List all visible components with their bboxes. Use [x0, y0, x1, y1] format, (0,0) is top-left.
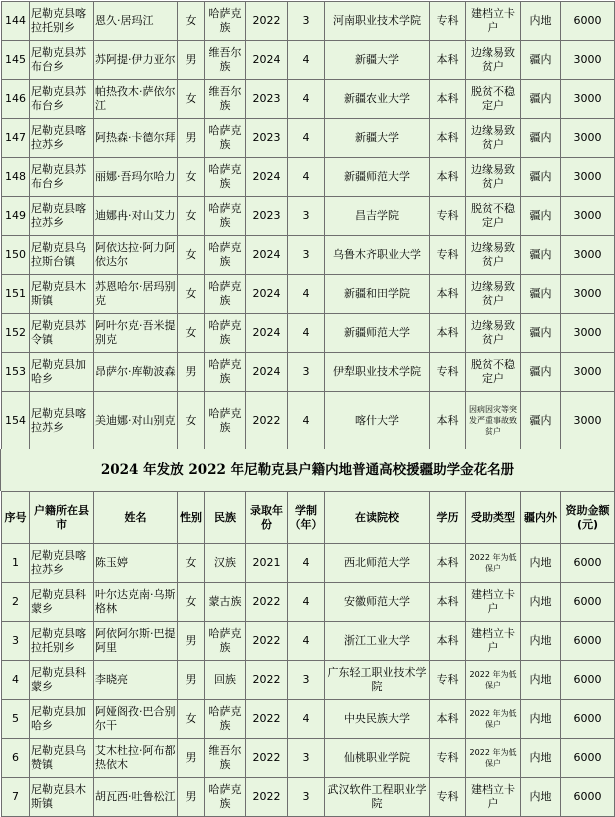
cell-region: 内地 — [521, 2, 561, 41]
cell-school: 新疆师范大学 — [325, 314, 430, 353]
cell-aid-type: 建档立卡户 — [466, 583, 521, 622]
cell-year: 2024 — [246, 158, 288, 197]
cell-school: 新疆和田学院 — [325, 275, 430, 314]
cell-amount: 6000 — [561, 700, 615, 739]
cell-ethnicity: 哈萨克族 — [205, 622, 246, 661]
table-row — [2, 158, 615, 197]
cell-duration: 3 — [288, 197, 325, 236]
cell-degree: 本科 — [430, 544, 466, 583]
table-row — [2, 80, 615, 119]
cell-amount: 3000 — [561, 41, 615, 80]
cell-amount: 3000 — [561, 236, 615, 275]
cell-no: 154 — [2, 392, 30, 450]
cell-duration: 4 — [288, 392, 325, 450]
cell-school: 仙桃职业学院 — [325, 739, 430, 778]
cell-school: 昌吉学院 — [325, 197, 430, 236]
cell-degree: 本科 — [430, 314, 466, 353]
cell-school: 新疆大学 — [325, 119, 430, 158]
cell-no: 151 — [2, 275, 30, 314]
cell-region: 内地 — [521, 622, 561, 661]
cell-name: 阿叶尔克·吾米提别克 — [94, 314, 178, 353]
cell-gender: 女 — [178, 80, 205, 119]
cell-duration: 4 — [288, 158, 325, 197]
cell-amount: 3000 — [561, 119, 615, 158]
cell-home: 尼勒克县乌赞镇 — [30, 739, 94, 778]
header-duration: 学制（年） — [288, 492, 325, 544]
table-row — [2, 700, 615, 739]
header-home: 户籍所在县市 — [30, 492, 94, 544]
cell-name: 叶尔达克南·乌斯格林 — [94, 583, 178, 622]
cell-region: 疆内 — [521, 236, 561, 275]
table-row — [2, 236, 615, 275]
cell-school: 西北师范大学 — [325, 544, 430, 583]
cell-no: 147 — [2, 119, 30, 158]
cell-duration: 4 — [288, 80, 325, 119]
cell-aid-type: 边缘易致贫户 — [466, 119, 521, 158]
cell-ethnicity: 维吾尔族 — [205, 80, 246, 119]
cell-gender: 女 — [178, 583, 205, 622]
cell-amount: 6000 — [561, 778, 615, 817]
cell-gender: 男 — [178, 739, 205, 778]
cell-no: 7 — [2, 778, 30, 817]
cell-school: 安徽师范大学 — [325, 583, 430, 622]
table-row — [2, 275, 615, 314]
cell-ethnicity: 汉族 — [205, 544, 246, 583]
cell-region: 疆内 — [521, 80, 561, 119]
cell-name: 艾木杜拉·阿布都热依木 — [94, 739, 178, 778]
cell-year: 2023 — [246, 80, 288, 119]
cell-gender: 女 — [178, 700, 205, 739]
cell-duration: 3 — [288, 661, 325, 700]
cell-duration: 4 — [288, 314, 325, 353]
cell-no: 150 — [2, 236, 30, 275]
cell-no: 149 — [2, 197, 30, 236]
cell-amount: 3000 — [561, 275, 615, 314]
cell-ethnicity: 哈萨克族 — [205, 392, 246, 450]
cell-home: 尼勒克县加哈乡 — [30, 353, 94, 392]
cell-degree: 专科 — [430, 739, 466, 778]
cell-region: 内地 — [521, 583, 561, 622]
cell-gender: 女 — [178, 158, 205, 197]
header-aid-type: 受助类型 — [466, 492, 521, 544]
cell-aid-type: 边缘易致贫户 — [466, 236, 521, 275]
cell-region: 内地 — [521, 661, 561, 700]
cell-amount: 6000 — [561, 583, 615, 622]
cell-duration: 4 — [288, 583, 325, 622]
cell-year: 2022 — [246, 700, 288, 739]
cell-amount: 6000 — [561, 622, 615, 661]
header-school: 在读院校 — [325, 492, 430, 544]
cell-home: 尼勒克县科蒙乡 — [30, 583, 94, 622]
cell-aid-type: 脱贫不稳定户 — [466, 353, 521, 392]
cell-amount: 6000 — [561, 661, 615, 700]
cell-name: 美迪娜·对山别克 — [94, 392, 178, 450]
cell-ethnicity: 哈萨克族 — [205, 275, 246, 314]
cell-degree: 本科 — [430, 80, 466, 119]
cell-duration: 3 — [288, 778, 325, 817]
cell-aid-type: 边缘易致贫户 — [466, 158, 521, 197]
table-row — [2, 583, 615, 622]
cell-aid-type: 建档立卡户 — [466, 622, 521, 661]
cell-region: 内地 — [521, 700, 561, 739]
cell-gender: 男 — [178, 622, 205, 661]
cell-no: 2 — [2, 583, 30, 622]
cell-aid-type: 建档立卡户 — [466, 778, 521, 817]
cell-name: 阿依阿尔斯·巴提阿里 — [94, 622, 178, 661]
cell-ethnicity: 哈萨克族 — [205, 2, 246, 41]
cell-degree: 本科 — [430, 392, 466, 450]
cell-school: 新疆农业大学 — [325, 80, 430, 119]
cell-amount: 6000 — [561, 544, 615, 583]
cell-name: 阿娅阁孜·巴合别尔干 — [94, 700, 178, 739]
cell-aid-type: 边缘易致贫户 — [466, 314, 521, 353]
cell-no: 144 — [2, 2, 30, 41]
cell-duration: 3 — [288, 739, 325, 778]
table-row — [2, 2, 615, 41]
cell-name: 阿热森·卡德尔拜 — [94, 119, 178, 158]
cell-region: 疆内 — [521, 275, 561, 314]
cell-aid-type: 2022 年为低保户 — [466, 544, 521, 583]
cell-aid-type: 2022 年为低保户 — [466, 661, 521, 700]
cell-amount: 3000 — [561, 353, 615, 392]
table-row — [2, 119, 615, 158]
cell-amount: 6000 — [561, 2, 615, 41]
cell-name: 苏恩哈尔·居玛别克 — [94, 275, 178, 314]
header-region: 疆内外 — [521, 492, 561, 544]
cell-year: 2021 — [246, 544, 288, 583]
cell-year: 2024 — [246, 314, 288, 353]
cell-no: 146 — [2, 80, 30, 119]
cell-gender: 女 — [178, 275, 205, 314]
cell-year: 2024 — [246, 41, 288, 80]
cell-aid-type: 脱贫不稳定户 — [466, 197, 521, 236]
cell-aid-type: 边缘易致贫户 — [466, 41, 521, 80]
header-year: 录取年份 — [246, 492, 288, 544]
cell-no: 153 — [2, 353, 30, 392]
cell-year: 2022 — [246, 392, 288, 450]
table-row — [2, 41, 615, 80]
cell-home: 尼勒克县木斯镇 — [30, 275, 94, 314]
cell-region: 内地 — [521, 739, 561, 778]
cell-no: 4 — [2, 661, 30, 700]
cell-duration: 3 — [288, 353, 325, 392]
header-name: 姓名 — [94, 492, 178, 544]
cell-region: 内地 — [521, 544, 561, 583]
cell-home: 尼勒克县喀拉苏乡 — [30, 544, 94, 583]
cell-region: 疆内 — [521, 314, 561, 353]
table-row — [2, 544, 615, 583]
cell-degree: 专科 — [430, 2, 466, 41]
cell-duration: 4 — [288, 275, 325, 314]
cell-name: 阿依达拉·阿力阿依达尔 — [94, 236, 178, 275]
cell-ethnicity: 哈萨克族 — [205, 158, 246, 197]
cell-aid-type: 边缘易致贫户 — [466, 275, 521, 314]
cell-degree: 本科 — [430, 583, 466, 622]
cell-gender: 女 — [178, 314, 205, 353]
cell-home: 尼勒克县苏布台乡 — [30, 80, 94, 119]
cell-year: 2022 — [246, 661, 288, 700]
cell-degree: 专科 — [430, 197, 466, 236]
cell-aid-type: 建档立卡户 — [466, 2, 521, 41]
cell-amount: 3000 — [561, 197, 615, 236]
cell-name: 苏阿提·伊力亚尔 — [94, 41, 178, 80]
cell-duration: 4 — [288, 41, 325, 80]
cell-name: 胡瓦西·吐鲁松江 — [94, 778, 178, 817]
cell-year: 2022 — [246, 778, 288, 817]
cell-duration: 4 — [288, 119, 325, 158]
cell-name: 陈玉婷 — [94, 544, 178, 583]
cell-ethnicity: 回族 — [205, 661, 246, 700]
cell-school: 喀什大学 — [325, 392, 430, 450]
cell-year: 2024 — [246, 353, 288, 392]
cell-gender: 男 — [178, 119, 205, 158]
cell-home: 尼勒克县喀拉苏乡 — [30, 119, 94, 158]
cell-year: 2022 — [246, 583, 288, 622]
cell-ethnicity: 哈萨克族 — [205, 700, 246, 739]
cell-home: 尼勒克县喀拉托别乡 — [30, 2, 94, 41]
cell-year: 2023 — [246, 197, 288, 236]
cell-home: 尼勒克县喀拉托别乡 — [30, 622, 94, 661]
cell-duration: 4 — [288, 700, 325, 739]
cell-degree: 专科 — [430, 661, 466, 700]
cell-school: 广东轻工职业技术学院 — [325, 661, 430, 700]
cell-no: 148 — [2, 158, 30, 197]
cell-aid-type: 2022 年为低保户 — [466, 700, 521, 739]
cell-amount: 3000 — [561, 314, 615, 353]
header-no: 序号 — [2, 492, 30, 544]
cell-duration: 4 — [288, 622, 325, 661]
cell-gender: 男 — [178, 353, 205, 392]
cell-degree: 专科 — [430, 353, 466, 392]
cell-degree: 专科 — [430, 236, 466, 275]
cell-region: 疆内 — [521, 353, 561, 392]
previous-roster-table — [1, 1, 615, 450]
header-amount: 资助金额(元) — [561, 492, 615, 544]
cell-region: 疆内 — [521, 392, 561, 450]
cell-no: 3 — [2, 622, 30, 661]
cell-amount: 3000 — [561, 392, 615, 450]
cell-no: 5 — [2, 700, 30, 739]
cell-school: 中央民族大学 — [325, 700, 430, 739]
cell-name: 恩久·居玛江 — [94, 2, 178, 41]
table-row — [2, 353, 615, 392]
cell-ethnicity: 维吾尔族 — [205, 41, 246, 80]
cell-ethnicity: 哈萨克族 — [205, 314, 246, 353]
cell-degree: 本科 — [430, 41, 466, 80]
cell-home: 尼勒克县苏令镇 — [30, 314, 94, 353]
cell-home: 尼勒克县乌拉斯台镇 — [30, 236, 94, 275]
cell-degree: 本科 — [430, 622, 466, 661]
cell-gender: 女 — [178, 392, 205, 450]
cell-ethnicity: 哈萨克族 — [205, 236, 246, 275]
cell-ethnicity: 维吾尔族 — [205, 739, 246, 778]
table-row — [2, 622, 615, 661]
cell-gender: 女 — [178, 197, 205, 236]
cell-home: 尼勒克县加哈乡 — [30, 700, 94, 739]
table-header-row — [2, 492, 615, 544]
cell-ethnicity: 哈萨克族 — [205, 353, 246, 392]
cell-amount: 3000 — [561, 158, 615, 197]
cell-no: 145 — [2, 41, 30, 80]
cell-school: 河南职业技术学院 — [325, 2, 430, 41]
header-ethnicity: 民族 — [205, 492, 246, 544]
cell-ethnicity: 哈萨克族 — [205, 119, 246, 158]
header-degree: 学历 — [430, 492, 466, 544]
cell-school: 武汉软件工程职业学院 — [325, 778, 430, 817]
table-row — [2, 778, 615, 817]
cell-degree: 本科 — [430, 158, 466, 197]
cell-year: 2022 — [246, 739, 288, 778]
cell-name: 李晓亮 — [94, 661, 178, 700]
cell-year: 2023 — [246, 119, 288, 158]
cell-aid-type: 脱贫不稳定户 — [466, 80, 521, 119]
table-row — [2, 739, 615, 778]
cell-amount: 3000 — [561, 80, 615, 119]
cell-duration: 3 — [288, 236, 325, 275]
cell-school: 乌鲁木齐职业大学 — [325, 236, 430, 275]
cell-degree: 本科 — [430, 119, 466, 158]
cell-gender: 女 — [178, 544, 205, 583]
cell-name: 帕热孜木·萨依尔江 — [94, 80, 178, 119]
table-row — [2, 661, 615, 700]
cell-home: 尼勒克县喀拉苏乡 — [30, 392, 94, 450]
cell-school: 新疆师范大学 — [325, 158, 430, 197]
cell-school: 浙江工业大学 — [325, 622, 430, 661]
cell-region: 疆内 — [521, 41, 561, 80]
cell-degree: 本科 — [430, 700, 466, 739]
cell-region: 疆内 — [521, 158, 561, 197]
cell-gender: 男 — [178, 778, 205, 817]
table-row — [2, 197, 615, 236]
table-row — [2, 314, 615, 353]
cell-name: 迪娜冉·对山艾力 — [94, 197, 178, 236]
cell-school: 新疆大学 — [325, 41, 430, 80]
cell-home: 尼勒克县木斯镇 — [30, 778, 94, 817]
header-gender: 性别 — [178, 492, 205, 544]
cell-no: 152 — [2, 314, 30, 353]
cell-aid-type: 因病因灾等突发严重事故致贫户 — [466, 392, 521, 450]
cell-year: 2022 — [246, 622, 288, 661]
cell-gender: 女 — [178, 236, 205, 275]
cell-ethnicity: 哈萨克族 — [205, 778, 246, 817]
cell-school: 伊犁职业技术学院 — [325, 353, 430, 392]
cell-home: 尼勒克县苏布台乡 — [30, 158, 94, 197]
section-title: 2024 年发放 2022 年尼勒克县户籍内地普通高校援疆助学金花名册 — [0, 449, 615, 491]
cell-degree: 专科 — [430, 778, 466, 817]
cell-home: 尼勒克县科蒙乡 — [30, 661, 94, 700]
cell-gender: 男 — [178, 661, 205, 700]
cell-region: 疆内 — [521, 119, 561, 158]
cell-year: 2024 — [246, 236, 288, 275]
cell-year: 2024 — [246, 275, 288, 314]
cell-amount: 6000 — [561, 739, 615, 778]
cell-ethnicity: 蒙古族 — [205, 583, 246, 622]
cell-degree: 本科 — [430, 275, 466, 314]
cell-aid-type: 2022 年为低保户 — [466, 739, 521, 778]
cell-no: 1 — [2, 544, 30, 583]
cell-no: 6 — [2, 739, 30, 778]
cell-region: 内地 — [521, 778, 561, 817]
cell-gender: 男 — [178, 41, 205, 80]
cell-year: 2022 — [246, 2, 288, 41]
cell-region: 疆内 — [521, 197, 561, 236]
cell-duration: 4 — [288, 544, 325, 583]
table-row — [2, 392, 615, 450]
roster-table — [1, 491, 615, 817]
cell-name: 丽娜·吾玛尔哈力 — [94, 158, 178, 197]
cell-home: 尼勒克县喀拉苏乡 — [30, 197, 94, 236]
cell-name: 昂萨尔·库勒波森 — [94, 353, 178, 392]
cell-home: 尼勒克县苏布台乡 — [30, 41, 94, 80]
cell-duration: 3 — [288, 2, 325, 41]
cell-ethnicity: 哈萨克族 — [205, 197, 246, 236]
cell-gender: 女 — [178, 2, 205, 41]
